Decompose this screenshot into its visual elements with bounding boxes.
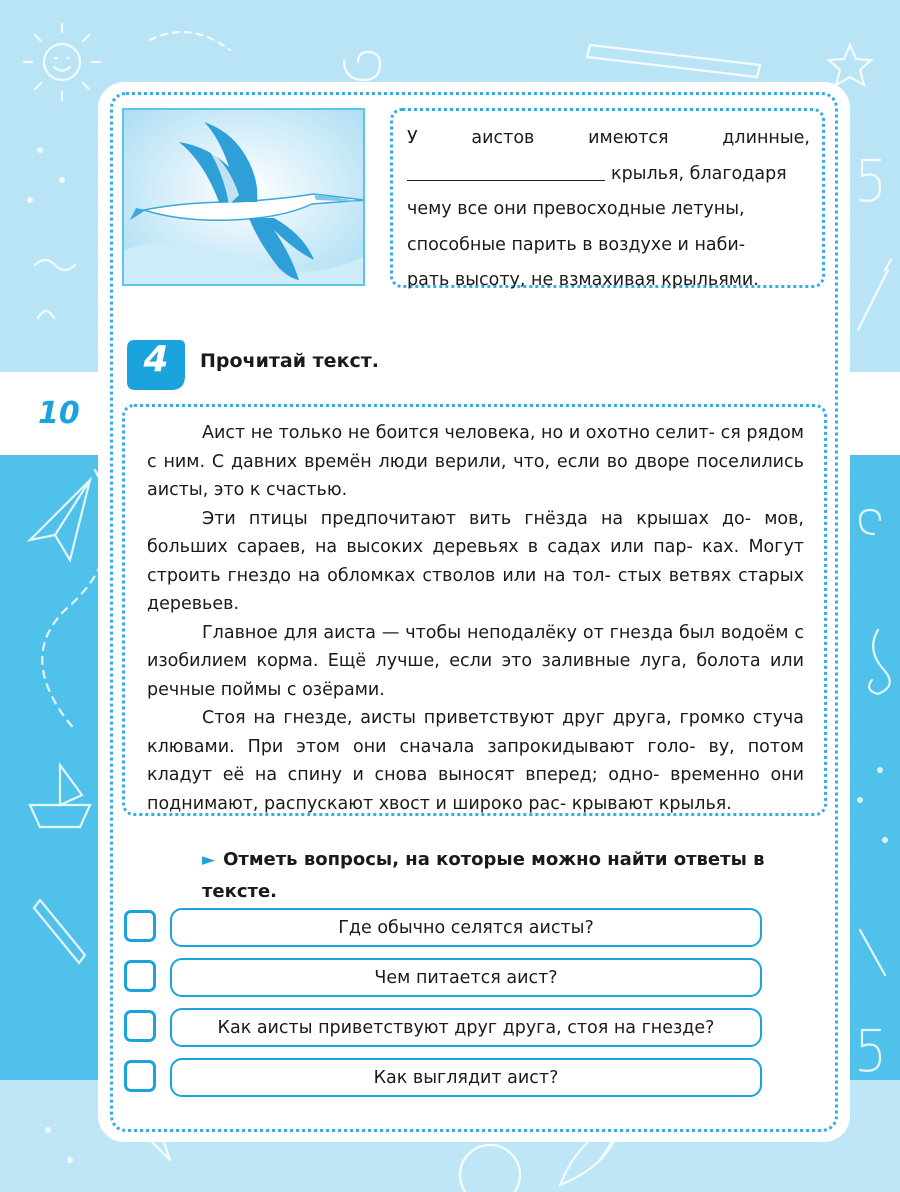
ruler-icon [587, 45, 760, 77]
arrow-icon: ► [202, 850, 216, 870]
arc-icon [38, 311, 54, 318]
page-number: 10 [38, 396, 80, 431]
stork-icon [124, 110, 365, 286]
sun-icon [24, 24, 100, 100]
paper-plane-icon [30, 480, 90, 560]
option-row [124, 1058, 764, 1098]
intro-line-2: крылья, благодаря [611, 163, 787, 184]
spiral-icon [344, 52, 380, 80]
reading-text-box [122, 404, 827, 816]
stork-illustration [122, 108, 365, 286]
option-row [124, 1008, 764, 1048]
dashed-path [150, 32, 230, 50]
number-five-icon [860, 160, 880, 201]
intro-line-4: способные парить в воздухе и наби- [407, 234, 746, 255]
task-number-badge [125, 336, 187, 394]
text-paragraph: Аист не только не боится человека, но и охотно селит- ся рядом с ним. С давних времён люди верили, что, если во дворе поселились аисты, это к счастью. [147, 423, 804, 500]
intro-text-box [390, 108, 825, 288]
option-checkbox[interactable] [124, 960, 156, 992]
pen-icon [860, 930, 885, 975]
intro-line-3: чему все они превосходные летуны, [407, 199, 745, 219]
task-title: Прочитай текст. [200, 350, 379, 372]
boat-icon [30, 765, 90, 827]
text-paragraph: Стоя на гнезде, аисты приветствуют друг друга, громко стуча клювами. При этом они сначала запрокидывают голо- ву, потом кладут её на спину и снова выносят вперед; одно- временно они поднимают, распускают хвост и широко рас- крывают крылья. [147, 708, 804, 814]
option-label[interactable]: Как выглядит аист? [170, 1058, 762, 1097]
option-checkbox[interactable] [124, 910, 156, 942]
option-row [124, 908, 764, 948]
music-note-icon [869, 630, 890, 694]
intro-line-1: У аистов имеются длинные, [407, 128, 810, 148]
text-paragraph: Главное для аиста — чтобы неподалёку от гнезда был водоём с изобилием корма. Ещё лучше, если это заливные луга, болота или речные поймы с озёрами. [147, 622, 804, 700]
text-paragraph: Эти птицы предпочитают вить гнёзда на крышах до- мов, больших сараев, на высоких деревьях в садах или пар- ках. Могут строить гнездо на обломках стволов или на тол- стых ветвях старых деревьев. [147, 508, 804, 614]
option-label[interactable]: Как аисты приветствуют друг друга, стоя на гнезде? [170, 1008, 762, 1047]
question-text: Отметь вопросы, на которые можно найти ответы в тексте. [202, 849, 765, 902]
question-prompt [202, 844, 832, 907]
number-five-bottom-icon [860, 1030, 880, 1071]
option-label[interactable]: Чем питается аист? [170, 958, 762, 997]
option-label[interactable]: Где обычно селятся аисты? [170, 908, 762, 947]
option-checkbox[interactable] [124, 1010, 156, 1042]
task-number: 4 [143, 339, 169, 380]
star-icon [829, 45, 871, 85]
pencil-icon [34, 900, 85, 963]
wave-icon [35, 260, 75, 270]
brush-icon [858, 260, 891, 330]
ball-icon [460, 1145, 520, 1192]
intro-line-5: рать высоту, не взмахивая крыльями. [407, 270, 759, 290]
answer-blank[interactable] [407, 160, 605, 181]
option-row [124, 958, 764, 998]
option-checkbox[interactable] [124, 1060, 156, 1092]
swirl-icon [860, 510, 880, 534]
